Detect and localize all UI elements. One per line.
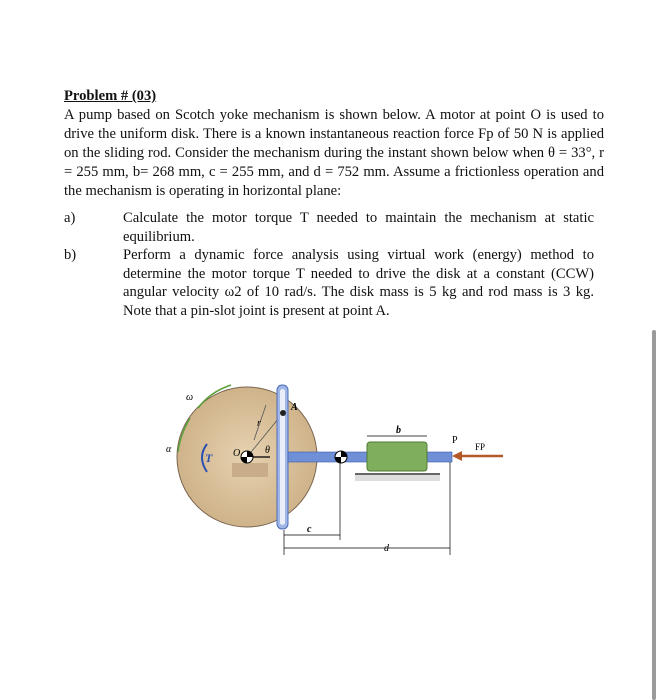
label-A: A [291, 402, 298, 413]
bearing-block [232, 463, 268, 477]
label-omega: ω [186, 392, 194, 403]
label-Fp: FP [475, 442, 486, 452]
label-d: d [384, 543, 389, 554]
task-text: Calculate the motor torque T needed to maintain the mechanism at static equilibrium. [123, 210, 594, 245]
label-P: P [452, 435, 458, 446]
slot-inner [280, 389, 285, 525]
label-alpha: α [166, 444, 172, 455]
problem-title: Problem # (03) [64, 88, 157, 104]
force-arrowhead [452, 451, 462, 461]
scrollbar[interactable] [652, 330, 656, 700]
problem-paragraph: A pump based on Scotch yoke mechanism is shown below. A motor at point O is used to drive the uniform disk. There is a known instantaneous reaction force Fp of 50 N is applied on the sliding rod. Consider the mechanism during the instant shown below when θ = 33°, r = 255 mm, b= 268 mm, c = 255 mm, and d = 752 mm. Assume a frictionless operation and the mechanism is operating in horizontal plane: [64, 107, 604, 199]
label-O: O [233, 448, 241, 459]
guide-block [367, 442, 427, 471]
label-c: c [307, 524, 312, 535]
pin-A [280, 410, 286, 416]
task-label: b) [64, 247, 77, 263]
label-b: b [396, 425, 401, 436]
label-r: r [257, 418, 261, 429]
task-text: Perform a dynamic force analysis using virtual work (energy) method to determine the motor torque T needed to drive the disk at a constant (CCW) angular velocity ω2 of 10 rad/s. The disk mass is 5 kg and rod mass is 3 kg. Note that a pin-slot joint is present at point A. [123, 247, 594, 319]
label-theta: θ [265, 445, 270, 456]
label-T: T [205, 451, 213, 465]
task-label: a) [64, 210, 76, 226]
